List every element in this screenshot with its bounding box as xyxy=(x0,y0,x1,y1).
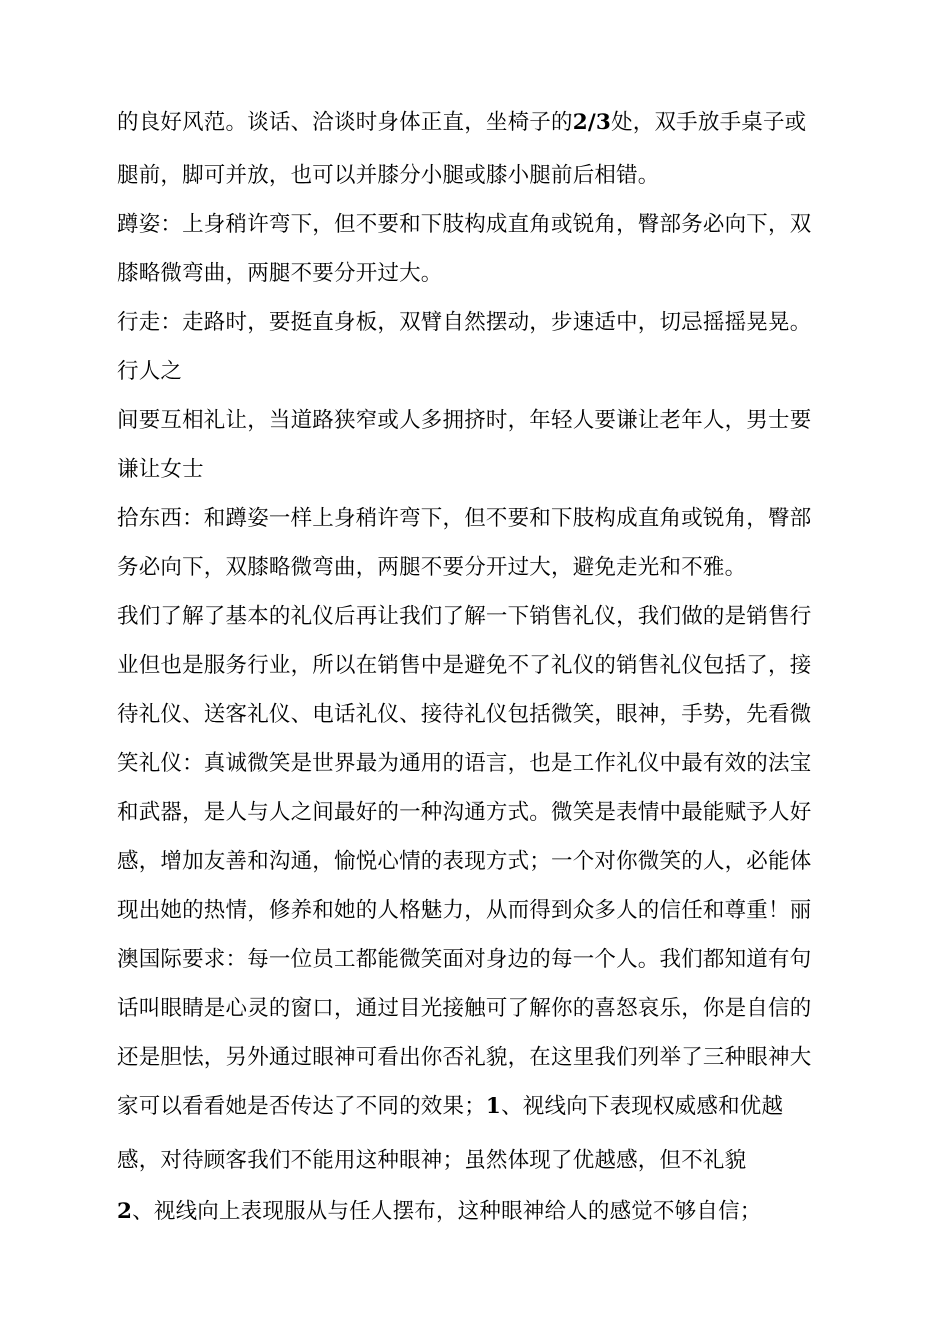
text-line: 务必向下，双膝略微弯曲，两腿不要分开过大，避免走光和不雅。 xyxy=(117,555,747,580)
text-line: 腿前，脚可并放，也可以并膝分小腿或膝小腿前后相错。 xyxy=(117,163,660,188)
text-line: 家可以看看她是否传达了不同的效果；1、视线向下表现权威感和优越 xyxy=(117,1094,784,1119)
text-line: 澳国际要求：每一位员工都能微笑面对身边的每一个人。我们都知道有句 xyxy=(117,947,812,972)
text-line: 笑礼仪：真诚微笑是世界最为通用的语言，也是工作礼仪中最有效的法宝 xyxy=(117,751,812,776)
text-line: 间要互相礼让，当道路狭窄或人多拥挤时，年轻人要谦让老年人，男士要 xyxy=(117,408,812,433)
text-line: 拾东西：和蹲姿一样上身稍许弯下，但不要和下肢构成直角或锐角，臀部 xyxy=(117,506,812,531)
text-line: 我们了解了基本的礼仪后再让我们了解一下销售礼仪，我们做的是销售行 xyxy=(117,604,812,629)
text-line: 2、视线向上表现服从与任人摆布，这种眼神给人的感觉不够自信； xyxy=(117,1199,762,1224)
text-line: 膝略微弯曲，两腿不要分开过大。 xyxy=(117,261,443,286)
text-line: 现出她的热情，修养和她的人格魅力，从而得到众多人的信任和尊重！丽 xyxy=(117,898,812,923)
text-line: 待礼仪、送客礼仪、电话礼仪、接待礼仪包括微笑，眼神，手势，先看微 xyxy=(117,702,812,727)
text-line: 行人之 xyxy=(117,359,183,384)
text-line: 话叫眼睛是心灵的窗口，通过目光接触可了解你的喜怒哀乐，你是自信的 xyxy=(117,996,812,1021)
text-line: 谦让女士 xyxy=(117,457,204,482)
text-line: 和武器，是人与人之间最好的一种沟通方式。微笑是表情中最能赋予人好 xyxy=(117,800,812,825)
text-line: 业但也是服务行业，所以在销售中是避免不了礼仪的销售礼仪包括了，接 xyxy=(117,653,812,678)
text-line: 的良好风范。谈话、洽谈时身体正直，坐椅子的2/3处，双手放手桌子或 xyxy=(117,110,807,135)
text-line: 还是胆怯，另外通过眼神可看出你否礼貌，在这里我们列举了三种眼神大 xyxy=(117,1045,812,1070)
text-line: 行走：走路时，要挺直身板，双臂自然摆动，步速适中，切忌摇摇晃晃。 xyxy=(117,310,812,335)
text-line: 感，对待顾客我们不能用这种眼神；虽然体现了优越感，但不礼貌 xyxy=(117,1148,747,1173)
text-line: 蹲姿：上身稍许弯下，但不要和下肢构成直角或锐角，臀部务必向下，双 xyxy=(117,212,812,237)
text-line: 感，增加友善和沟通，愉悦心情的表现方式；一个对你微笑的人，必能体 xyxy=(117,849,812,874)
